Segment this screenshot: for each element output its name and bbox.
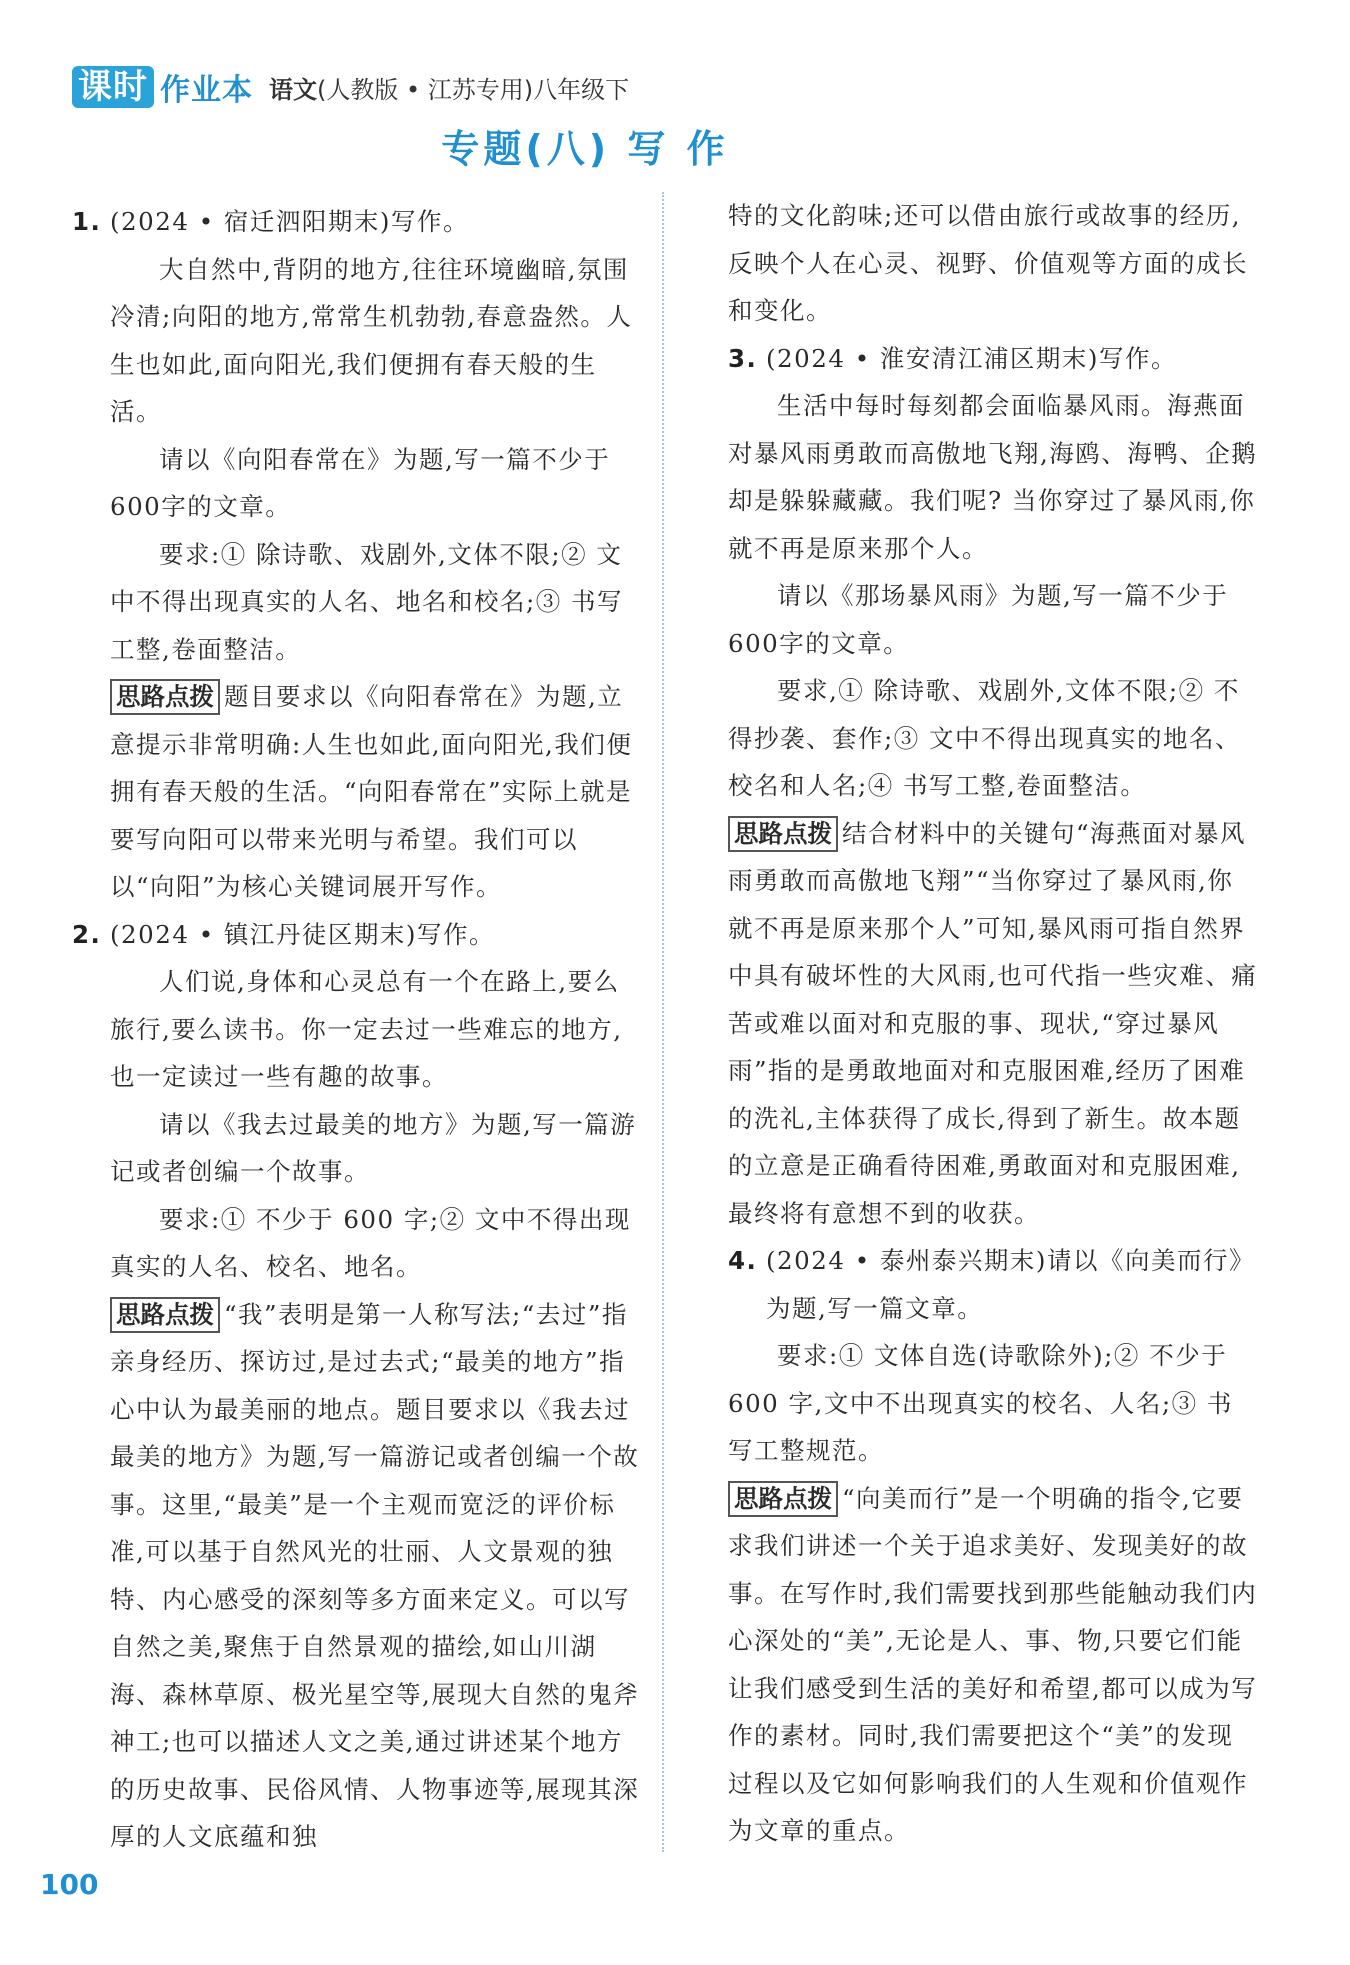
hint-paragraph: [728, 810, 1258, 1238]
hint-text: 结合材料中的关键句“海燕面对暴风雨勇敢而高傲地飞翔”“当你穿过了暴风雨,你就不再是原来那个人”可知,暴风雨可指自然界中具有破坏性的大风雨,也可代指一些灾难、痛苦或难以面对和克服的事、现状,“穿过暴风雨”指的是勇敢地面对和克服困难,经历了困难的洗礼,主体获得了成长,得到了新生。故本题的立意是正确看待困难,勇敢面对和克服困难,最终将有意想不到的收获。: [728, 818, 1258, 1228]
question-prompt: 请以《向阳春常在》为题,写一篇不少于600字的文章。: [110, 444, 611, 521]
question-requirements: 要求:① 不少于 600 字;② 文中不得出现真实的人名、校名、地名。: [110, 1204, 631, 1281]
page-title: 专题(八) 写 作: [441, 127, 729, 171]
question-material: 人们说,身体和心灵总有一个在路上,要么旅行,要么读书。你一定去过一些难忘的地方,也一定读过一些有趣的故事。: [110, 967, 623, 1091]
subject-line: [269, 70, 629, 105]
hint-label: 思路点拨: [110, 1297, 220, 1333]
hint-text: 题目要求以《向阳春常在》为题,立意提示非常明确:人生也如此,面向阳光,我们便拥有春天般的生活。“向阳春常在”实际上就是要写向阳可以带来光明与希望。我们可以以“向阳”为核心关键词展开写作。: [110, 682, 633, 901]
page-number: 100: [40, 1868, 99, 1901]
logo-text: 作业本: [160, 73, 253, 108]
question-source: (2024 • 泰州泰兴期末)请以《向美而行》为题,写一篇文章。: [766, 1246, 1255, 1323]
left-column: [72, 198, 640, 1861]
question-source: (2024 • 淮安清江浦区期末)写作。: [766, 343, 1177, 373]
question-requirements: 要求,① 除诗歌、戏剧外,文体不限;② 不得抄袭、套作;③ 文中不得出现真实的地名、校名和人名;④ 书写工整,卷面整洁。: [728, 676, 1242, 800]
hint-paragraph: [72, 673, 640, 911]
question-number: 3.: [728, 343, 758, 373]
subject-edition: (人教版 • 江苏专用)八年级下: [317, 75, 630, 104]
question-source: (2024 • 宿迁泗阳期末)写作。: [110, 207, 469, 236]
question-source: (2024 • 镇江丹徒区期末)写作。: [110, 919, 495, 949]
hint-paragraph: [728, 1475, 1258, 1855]
question-material: 大自然中,背阴的地方,往往环境幽暗,氛围冷清;向阳的地方,常常生机勃勃,春意盎然。人生也如此,面向阳光,我们便拥有春天般的生活。: [110, 254, 633, 426]
book-logo: [72, 66, 253, 108]
question-material: 生活中每时每刻都会面临暴风雨。海燕面对暴风雨勇敢而高傲地飞翔,海鸥、海鸭、企鹅却是躲躲藏藏。我们呢? 当你穿过了暴风雨,你就不再是原来那个人。: [728, 391, 1258, 563]
page-header: [72, 62, 629, 112]
hint-label: 思路点拨: [728, 816, 838, 852]
question-4-header: [728, 1237, 1258, 1332]
hint-label: 思路点拨: [110, 679, 220, 715]
hint-label: 思路点拨: [728, 1481, 838, 1517]
question-number: 2.: [72, 919, 102, 949]
question-1-header: [72, 198, 640, 246]
hint-paragraph: [72, 1291, 640, 1861]
logo-badge: 课时: [72, 66, 154, 108]
question-requirements: 要求:① 除诗歌、戏剧外,文体不限;② 文中不得出现真实的人名、地名和校名;③ 书写工整,卷面整洁。: [110, 539, 624, 664]
column-divider: [662, 192, 664, 1852]
question-3-header: [728, 335, 1258, 383]
question-number: 4.: [728, 1246, 758, 1275]
question-prompt: 请以《我去过最美的地方》为题,写一篇游记或者创编一个故事。: [110, 1109, 637, 1186]
subject-name: 语文: [269, 75, 317, 104]
question-requirements: 要求:① 文体自选(诗歌除外);② 不少于 600 字,文中不出现真实的校名、人名;③ 书写工整规范。: [728, 1341, 1233, 1465]
question-2-header: [72, 911, 640, 959]
right-column: [728, 192, 1258, 1855]
question-prompt: 请以《那场暴风雨》为题,写一篇不少于600字的文章。: [728, 581, 1229, 658]
hint-text: “向美而行”是一个明确的指令,它要求我们讲述一个关于追求美好、发现美好的故事。在写作时,我们需要找到那些能触动我们内心深处的“美”,无论是人、事、物,只要它们能让我们感受到生活的美好和希望,都可以成为写作的素材。同时,我们需要把这个“美”的发现过程以及它如何影响我们的人生观和价值观作为文章的重点。: [728, 1483, 1258, 1845]
question-number: 1.: [72, 207, 102, 236]
hint-continued: 特的文化韵味;还可以借由旅行或故事的经历,反映个人在心灵、视野、价值观等方面的成长和变化。: [728, 201, 1248, 325]
hint-text: “我”表明是第一人称写法;“去过”指亲身经历、探访过,是过去式;“最美的地方”指心中认为最美丽的地点。题目要求以《我去过最美的地方》为题,写一篇游记或者创编一个故事。这里,“最美”是一个主观而宽泛的评价标准,可以基于自然风光的壮丽、人文景观的独特、内心感受的深刻等多方面来定义。可以写自然之美,聚焦于自然景观的描绘,如山川湖海、森林草原、极光星空等,展现大自然的鬼斧神工;也可以描述人文之美,通过讲述某个地方的历史故事、民俗风情、人物事迹等,展现其深厚的人文底蕴和独: [110, 1299, 640, 1851]
